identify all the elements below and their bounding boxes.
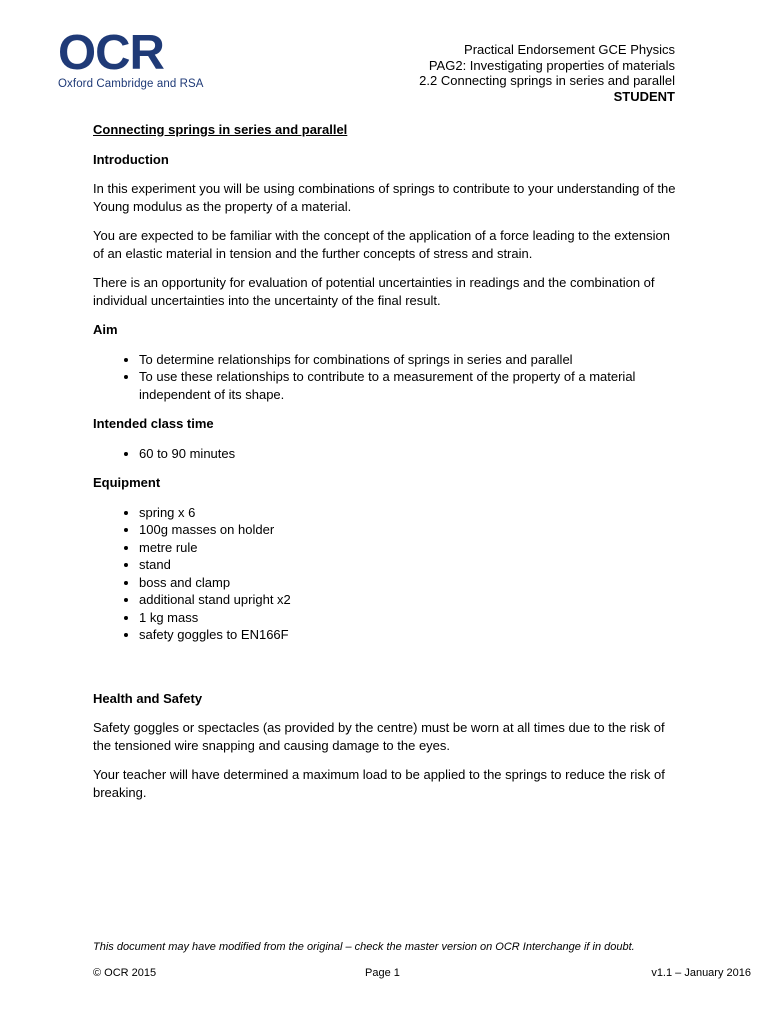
spacer bbox=[93, 656, 683, 690]
list-item: • additional stand upright x2 bbox=[139, 591, 683, 609]
page-number: Page 1 bbox=[365, 967, 400, 979]
header-line-2: PAG2: Investigating properties of materials bbox=[428, 57, 675, 73]
list-item: • To use these relationships to contribute to a measurement of the property of a material independent of its shape. bbox=[139, 368, 683, 403]
list-item: • To determine relationships for combinations of springs in series and parallel bbox=[139, 351, 683, 369]
health-safety-paragraph-2: Your teacher will have determined a maximum load to be applied to the springs to reduce the risk of breaking. bbox=[93, 767, 665, 800]
logo-subtitle: Oxford Cambridge and RSA bbox=[58, 78, 204, 90]
document-title: Connecting springs in series and parallel bbox=[93, 122, 348, 137]
intro-paragraph-2: You are expected to be familiar with the concept of the application of a force leading to the extension of an elastic material in tension and the further concepts of stress and strain. bbox=[93, 228, 670, 261]
class-time-list bbox=[93, 445, 683, 463]
introduction-heading: Introduction bbox=[93, 151, 169, 167]
page-footer bbox=[93, 967, 751, 979]
aim-heading: Aim bbox=[93, 322, 118, 337]
equipment-heading: Equipment bbox=[93, 475, 161, 490]
header-line-4: STUDENT bbox=[613, 88, 675, 104]
document-body bbox=[93, 121, 683, 813]
copyright-text: © OCR 2015 bbox=[93, 967, 157, 979]
version-text: v1.1 – January 2016 bbox=[651, 967, 751, 979]
header-line-1: Practical Endorsement GCE Physics bbox=[464, 42, 675, 57]
logo-mark: OCR bbox=[58, 26, 164, 80]
document-header bbox=[419, 42, 675, 104]
list-item: • 1 kg mass bbox=[139, 609, 683, 627]
ocr-logo bbox=[58, 28, 208, 94]
class-time-heading: Intended class time bbox=[93, 416, 214, 431]
list-item: • safety goggles to EN166F bbox=[139, 626, 683, 644]
list-item: • boss and clamp bbox=[139, 574, 683, 592]
list-item: • stand bbox=[139, 556, 683, 574]
list-item: • spring x 6 bbox=[139, 504, 683, 522]
list-item: • metre rule bbox=[139, 539, 683, 557]
footer-disclaimer: This document may have modified from the original – check the master version on OCR Interchange if in doubt. bbox=[93, 941, 635, 953]
header-line-3: 2.2 Connecting springs in series and parallel bbox=[419, 73, 675, 88]
list-item: • 60 to 90 minutes bbox=[139, 445, 683, 463]
health-safety-heading: Health and Safety bbox=[93, 690, 203, 706]
health-safety-paragraph-1: Safety goggles or spectacles (as provided by the centre) must be worn at all times due to the risk of the tensioned wire snapping and causing damage to the eyes. bbox=[93, 720, 665, 753]
intro-paragraph-1: In this experiment you will be using combinations of springs to contribute to your understanding of the Young modulus as the property of a material. bbox=[93, 181, 676, 214]
intro-paragraph-3: There is an opportunity for evaluation of potential uncertainties in readings and the combination of individual uncertainties into the uncertainty of the final result. bbox=[93, 275, 655, 308]
aim-list bbox=[93, 351, 683, 404]
equipment-list bbox=[93, 504, 683, 644]
list-item: • 100g masses on holder bbox=[139, 521, 683, 539]
